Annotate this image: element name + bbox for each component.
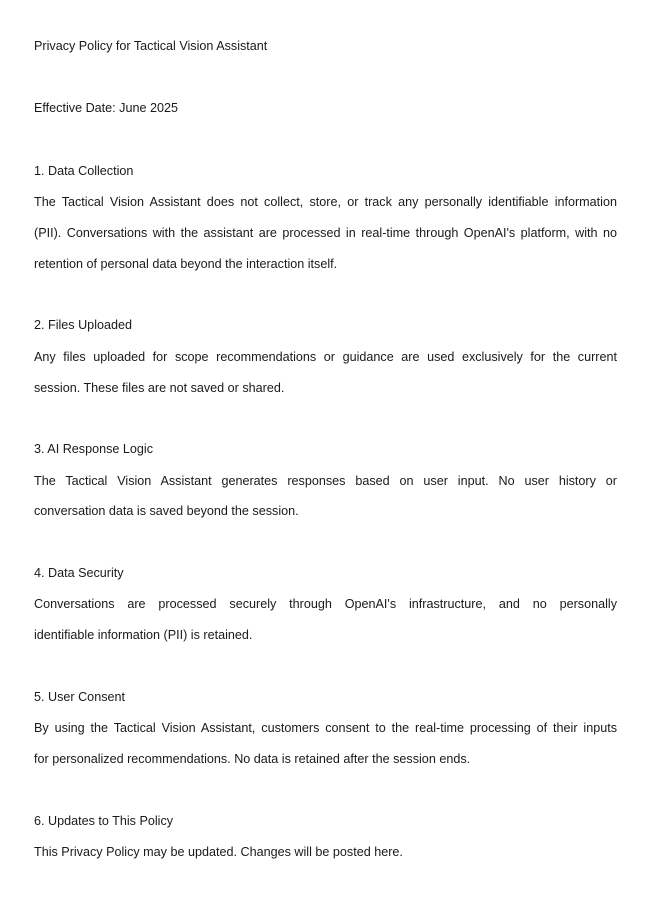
section-line: (PII). Conversations with the assistant are processed in real-time through OpenAI's platform, with no	[34, 226, 617, 240]
section-line: conversation data is saved beyond the session.	[34, 504, 299, 518]
effective-date: Effective Date: June 2025	[34, 101, 178, 115]
document-title: Privacy Policy for Tactical Vision Assistant	[34, 39, 268, 53]
section-line: This Privacy Policy may be updated. Changes will be posted here.	[34, 845, 403, 859]
section-line: identifiable information (PII) is retained.	[34, 628, 253, 642]
section-heading-data-security: 4. Data Security	[34, 566, 124, 580]
section-heading-data-collection: 1. Data Collection	[34, 164, 134, 178]
section-line: Any files uploaded for scope recommendations or guidance are used exclusively for the current	[34, 350, 617, 364]
section-heading-updates: 6. Updates to This Policy	[34, 814, 174, 828]
section-line: The Tactical Vision Assistant does not collect, store, or track any personally identifiable information	[34, 195, 617, 209]
section-heading-user-consent: 5. User Consent	[34, 690, 125, 704]
section-line: retention of personal data beyond the interaction itself.	[34, 257, 338, 271]
section-line: Conversations are processed securely through OpenAI's infrastructure, and no personally	[34, 597, 617, 611]
section-line: session. These files are not saved or shared.	[34, 381, 285, 395]
section-heading-ai-response-logic: 3. AI Response Logic	[34, 442, 154, 456]
section-line: By using the Tactical Vision Assistant, customers consent to the real-time processing of their inputs	[34, 721, 617, 735]
section-heading-files-uploaded: 2. Files Uploaded	[34, 318, 133, 332]
section-line: The Tactical Vision Assistant generates responses based on user input. No user history or	[34, 474, 617, 488]
section-line: for personalized recommendations. No data is retained after the session ends.	[34, 752, 471, 766]
